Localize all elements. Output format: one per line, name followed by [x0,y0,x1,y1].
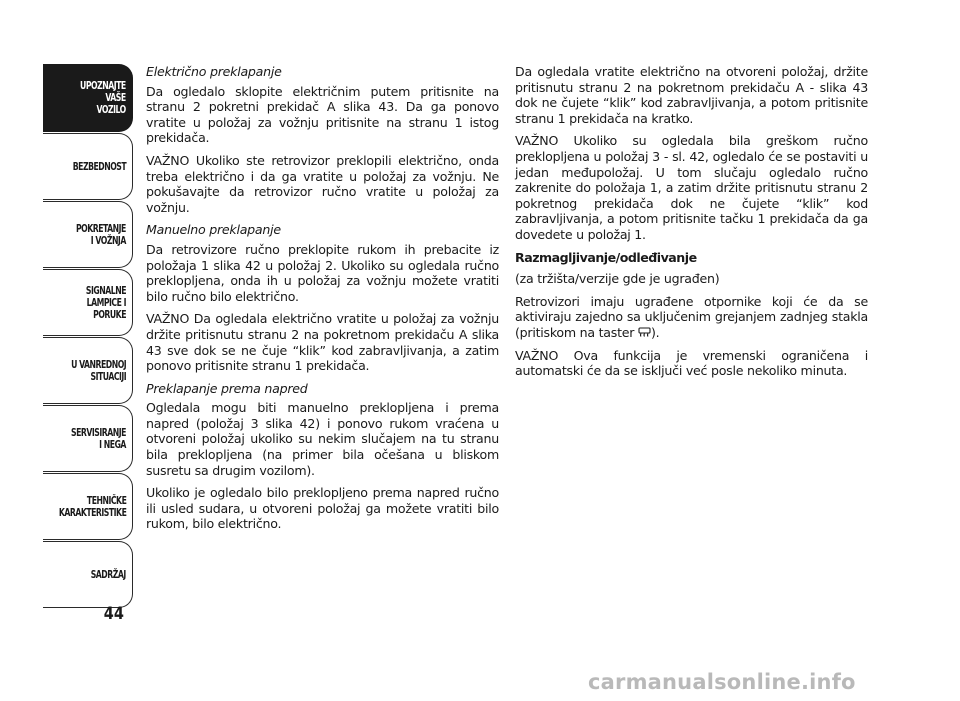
tab-label: SERVISIRANJE I NEGA [71,426,126,451]
paragraph-defrost [515,294,868,341]
paragraph-important: VAŽNO Ukoliko ste retrovizor preklopili električno, onda treba električno i da ga vratite u položaj za vožnju. Ne pokušavajte da retrovizor ručno vratite u položaj za vožnju. [146,152,499,215]
paragraph-market-note: (za tržišta/verzije gde je ugrađen) [515,271,720,287]
tab-signalne-lampice[interactable] [43,269,133,336]
rear-defrost-icon [638,327,651,338]
subheading-forward-folding: Preklapanje prema napred [146,380,308,396]
tab-label: BEZBEDNOST [72,160,126,173]
paragraph: Da ogledalo sklopite električnim putem pritisnite na stranu 2 pokretni prekidač A slika 43. Da ga ponovo vratite u položaj za vožnju pritisnite na stranu 1 istog prekidača. [146,83,499,146]
paragraph-important: VAŽNO Ukoliko su ogledala bila greškom ručno preklopljena u položaj 3 - sl. 42, ogledalo će se postaviti u jedan međupoložaj. U tom slučaju ogledalo ručno zakrenite do položaja 1, a zatim držite pritisnutu stranu 2 pokretnog prekidača dok ne čujete “klik” kod zabravljivanja, a potom pritisnite tačku 1 prekidača da ga dovedete u položaj 1. [515,133,868,242]
paragraph: Da ogledala vratite električno na otvoreni položaj, držite pritisnutu stranu 2 na pokretnom prekidaču A - slika 43 dok ne čujete “klik” kod zabravljivanja, a potom pritisnite stranu 1 prekidača na kratko. [515,64,868,126]
tab-upoznajte-vase-vozilo[interactable] [43,64,133,132]
sidebar-tabs [43,64,133,609]
tab-tehnicke-karakteristike[interactable] [43,473,133,540]
tab-label: U VANREDNOJ SITUACIJI [70,358,126,383]
subheading-manual-folding: Manuelno preklapanje [146,222,281,238]
paragraph-text: Retrovizori imaju ugrađene otpornike koji će da se aktiviraju zajedno sa uključenim grejanjem zadnjeg stakla (pritiskom na taster [515,293,868,340]
watermark: carmanualsonline.info [588,670,856,694]
paragraph: Ogledala mogu biti manuelno preklopljena i prema napred (položaj 3 slika 42) i ponovo rukom vraćena u otvoreni položaj ukoliko su nekim slučajem na tu stranu bila preklopljena (na primer bila očešana u bliskom susretu sa drugim vozilom). [146,400,499,478]
left-column [146,64,499,539]
paragraph: Ukoliko je ogledalo bilo preklopljeno prema napred ručno ili usled sudara, u otvoreni položaj ga možete vratiti bilo rukom, bilo električno. [146,485,499,532]
tab-bezbednost[interactable] [43,133,133,200]
tab-label: SIGNALNE LAMPICE I PORUKE [85,284,126,321]
tab-label: POKRETANJE I VOŽNJA [76,222,126,247]
paragraph-important: VAŽNO Da ogledala električno vratite u položaj za vožnju držite pritisnutu stranu 2 na pokretnom prekidaču A slika 43 sve dok se ne čuje “klik” kod zabravljivanja, a zatim ponovo pritisnite stranu 1 prekidača. [146,311,499,374]
paragraph: Da retrovizore ručno preklopite rukom ih prebacite iz položaja 1 slika 42 u položaj 2. Ukoliko su ogledala ručno preklopljena, onda ih u položaj za vožnju možete vratiti bilo ručno bilo električno. [146,241,499,304]
tab-u-vanrednoj-situaciji[interactable] [43,337,133,404]
paragraph-important: VAŽNO Ova funkcija je vremenski ograničena i automatski će da se isključi već posle nekoliko minuta. [515,347,868,379]
subheading-electric-folding: Električno preklapanje [146,64,282,79]
tab-servisiranje-i-nega[interactable] [43,405,133,472]
right-column [515,64,868,386]
tab-label: UPOZNAJTE VAŠE VOZILO [80,80,126,116]
heading-defrost: Razmagljivanje/odleđivanje [515,249,697,265]
tab-label: SADRŽAJ [90,568,126,581]
tab-label: TEHNIČKE KARAKTERISTIKE [58,494,126,519]
paragraph-text: ). [650,324,660,340]
page-number: 44 [103,604,124,624]
tab-sadrzaj[interactable] [43,541,133,608]
tab-pokretanje-i-voznja[interactable] [43,201,133,268]
